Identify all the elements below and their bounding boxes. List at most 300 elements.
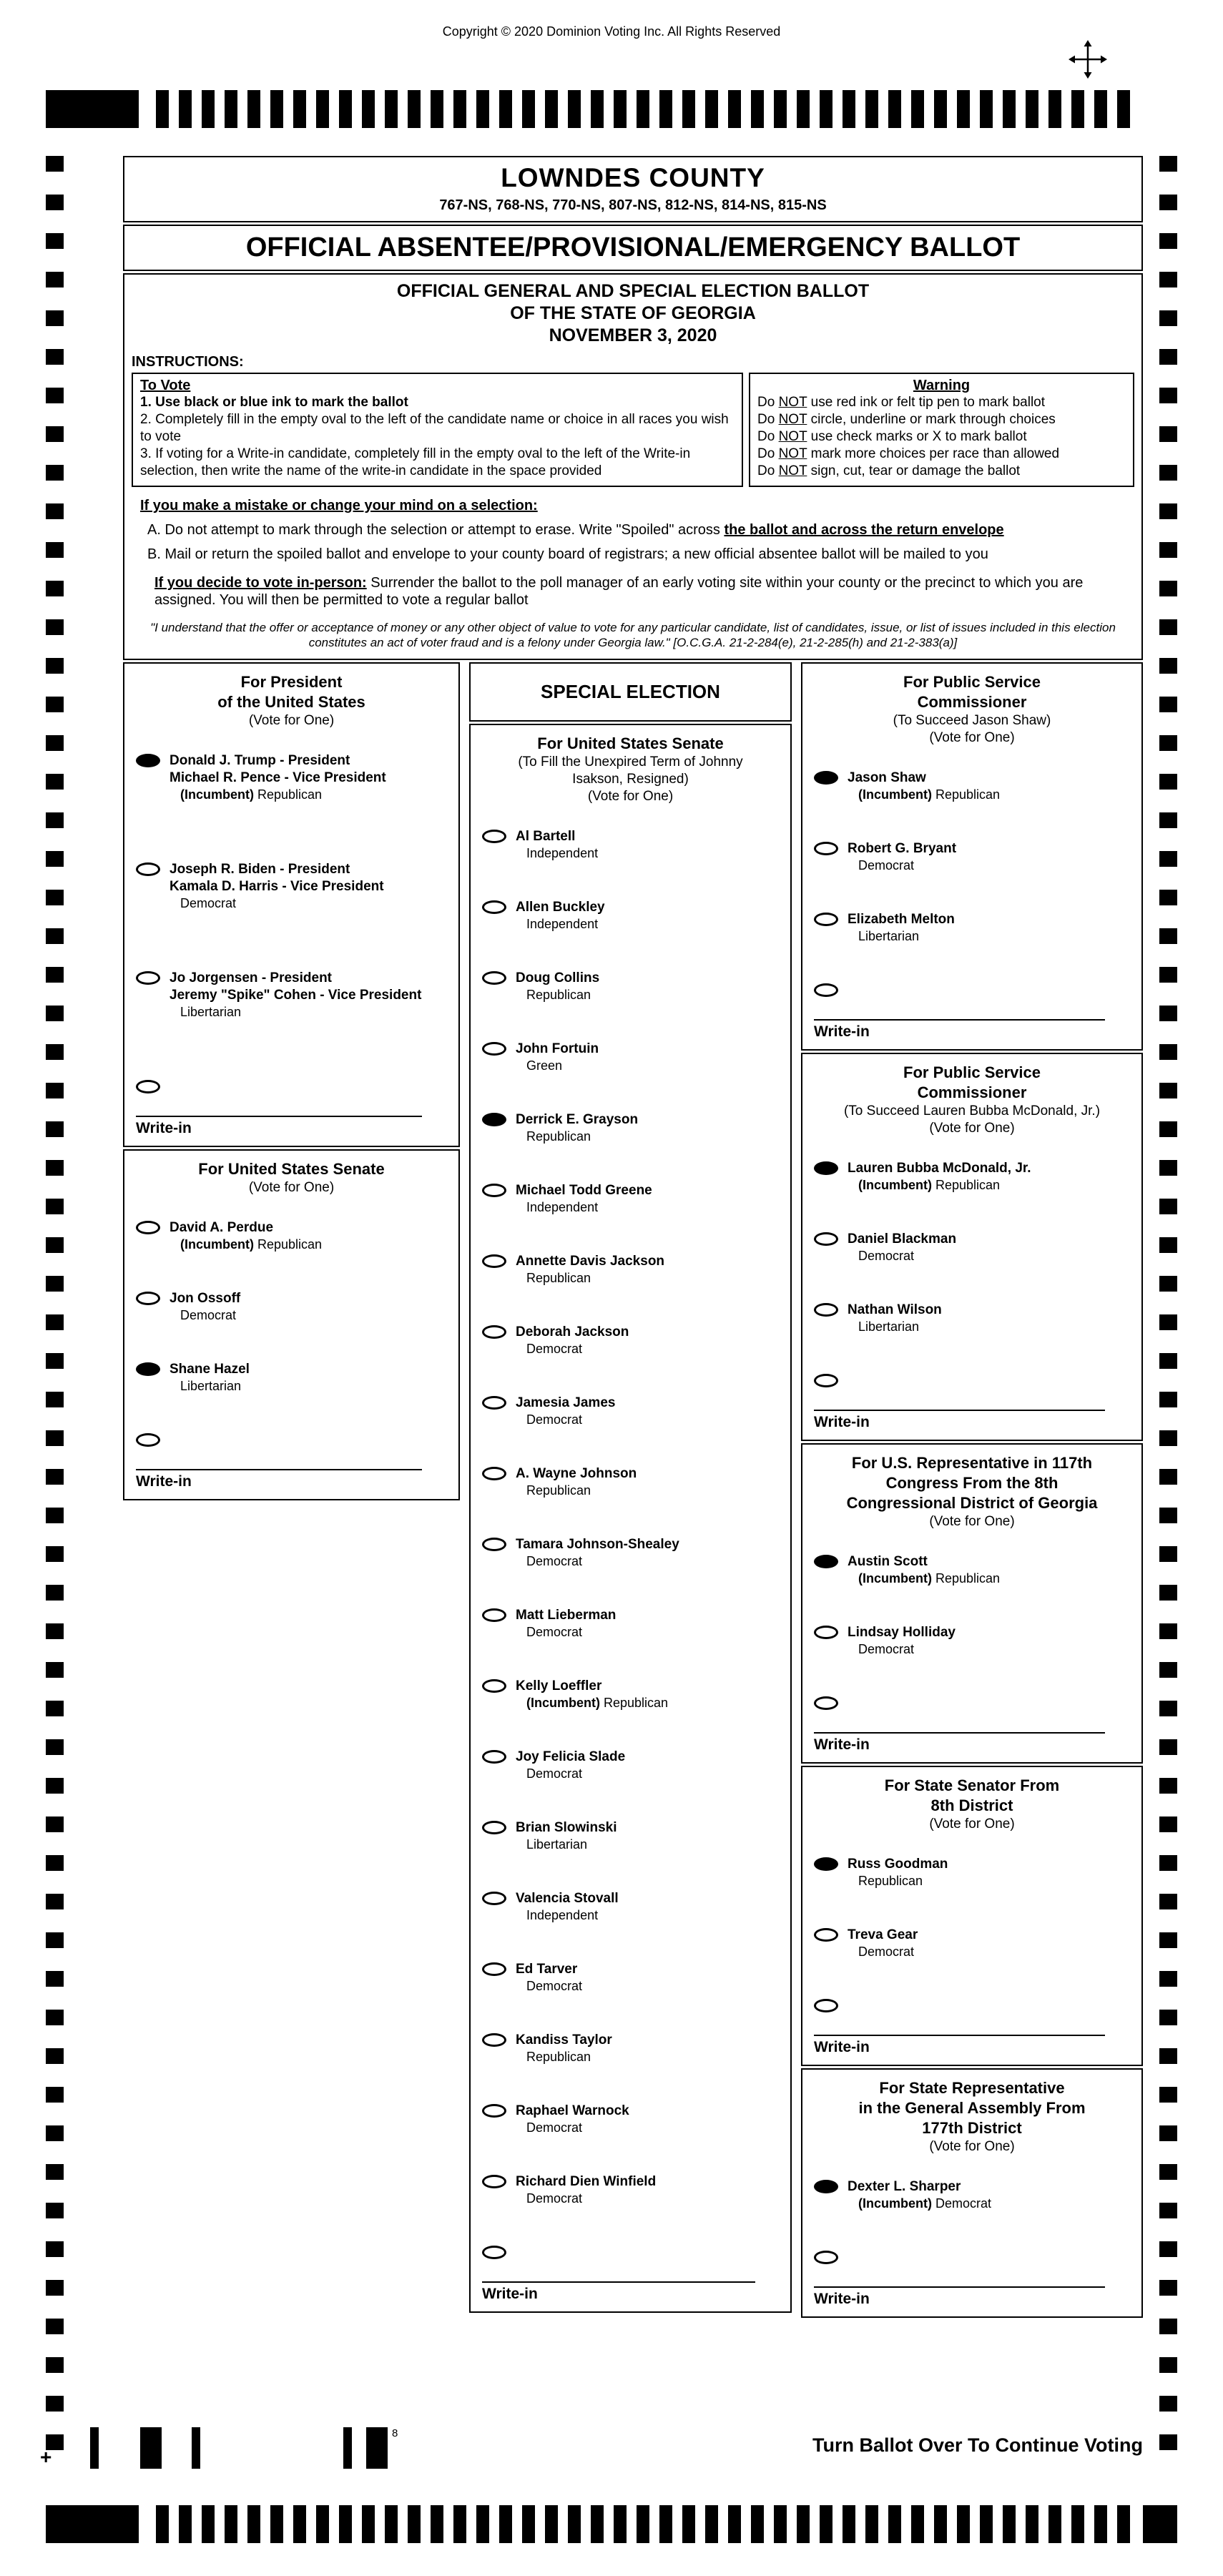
candidate-row <box>471 2085 790 2156</box>
timing-mark <box>46 195 64 210</box>
ballot-oval[interactable] <box>814 1928 838 1942</box>
timing-mark <box>46 851 64 867</box>
candidate-info <box>516 1749 783 1782</box>
timing-mark <box>339 2505 352 2543</box>
ballot-oval[interactable] <box>814 1303 838 1317</box>
timing-mark <box>980 90 993 128</box>
candidate-row <box>471 1094 790 1165</box>
timing-mark <box>408 2505 421 2543</box>
candidate-name: Raphael Warnock <box>516 2103 629 2118</box>
write-in-area <box>814 2286 1130 2308</box>
timing-mark <box>247 90 260 128</box>
candidate-name: Russ Goodman <box>848 1857 948 1872</box>
timing-mark <box>1159 1083 1177 1098</box>
timing-mark <box>1159 1006 1177 1021</box>
timing-mark <box>1159 1971 1177 1987</box>
candidate-row <box>471 2015 790 2085</box>
candidate-party: Democrat <box>858 858 915 872</box>
timing-mark <box>728 90 741 128</box>
timing-mark <box>865 2505 878 2543</box>
candidate-party: Libertarian <box>526 1837 588 1852</box>
timing-mark <box>46 1739 64 1755</box>
ballot-oval[interactable] <box>482 1679 506 1693</box>
timing-mark <box>1159 2319 1177 2334</box>
candidate-party: (Incumbent) Republican <box>180 1237 323 1252</box>
timing-mark <box>46 310 64 326</box>
candidate-name: Joseph R. Biden - President <box>170 862 350 877</box>
write-in-oval-row <box>802 965 1141 1012</box>
candidate-info <box>848 1160 1134 1194</box>
contest-subtitle: (Vote for One) <box>929 1121 1015 1136</box>
timing-mark <box>1159 2203 1177 2218</box>
timing-marks-bottom <box>156 2505 1130 2543</box>
candidate-row <box>471 2156 790 2227</box>
timing-mark <box>1159 2396 1177 2412</box>
candidate-party: Democrat <box>526 1766 583 1781</box>
registration-crosshair-icon <box>1069 40 1107 79</box>
candidate-info <box>170 1219 451 1253</box>
ballot-oval[interactable] <box>814 1626 838 1639</box>
timing-mark <box>46 2280 64 2296</box>
timing-mark <box>1159 1778 1177 1794</box>
candidate-row <box>802 1284 1141 1355</box>
form-mark: 8 <box>392 2427 398 2439</box>
contest-title: 8th District <box>930 1796 1013 1814</box>
timing-mark <box>46 1971 64 1987</box>
timing-mark <box>865 90 878 128</box>
timing-mark <box>591 2505 604 2543</box>
ballot-oval[interactable] <box>482 1396 506 1410</box>
to-vote-item: 1. Use black or blue ink to mark the ballot <box>140 395 408 410</box>
candidate-party: (Incumbent) Republican <box>180 787 323 802</box>
timing-mark <box>46 1276 64 1292</box>
candidate-party: Democrat <box>180 896 237 910</box>
timing-mark <box>1159 1314 1177 1330</box>
timing-mark <box>46 1817 64 1832</box>
timing-mark <box>1159 697 1177 712</box>
candidate-row <box>802 2161 1141 2232</box>
timing-mark <box>453 2505 466 2543</box>
contest-header <box>471 725 790 811</box>
write-in-oval-row <box>124 1061 458 1108</box>
ballot-oval-filled[interactable] <box>814 771 838 785</box>
timing-mark <box>46 928 64 944</box>
candidate-party: Democrat <box>526 1554 583 1568</box>
timing-mark <box>46 465 64 481</box>
timing-mark <box>659 90 672 128</box>
timing-marks-right <box>1159 156 1177 2450</box>
candidate-name: Robert G. Bryant <box>848 841 957 856</box>
write-in-area <box>814 1019 1130 1041</box>
contest-title: Commissioner <box>917 693 1027 711</box>
candidate-info <box>170 1290 451 1324</box>
timing-mark <box>46 388 64 403</box>
candidate-party: Democrat <box>858 1249 915 1263</box>
ballot-oval[interactable] <box>482 1538 506 1551</box>
voter-fraud-notice: "I understand that the offer or acceptance of money or any other object of value to vote for any particular candidate, list of candidates, issue, or list of issues included in this election constitutes an act of voter fraud and is a felony under Georgia law." [O.C.G.A. 21-2-284(e), 21-2-285(h) and 21-2-383(a)] <box>150 621 1116 649</box>
candidate-info <box>848 840 1134 874</box>
timing-mark <box>156 2505 169 2543</box>
contest-subtitle: (Vote for One) <box>587 789 674 804</box>
timing-mark <box>1003 90 1016 128</box>
timing-mark <box>46 735 64 751</box>
timing-mark <box>1159 2434 1177 2450</box>
candidate-row <box>471 1802 790 1873</box>
ballot-oval-filled[interactable] <box>136 754 160 767</box>
candidate-info <box>516 1253 783 1287</box>
timing-mark <box>46 1121 64 1137</box>
ballot-oval[interactable] <box>482 1821 506 1834</box>
ballot-oval[interactable] <box>482 1892 506 1905</box>
candidate-row <box>471 1873 790 1944</box>
timing-mark <box>202 2505 215 2543</box>
write-in-label: Write-in <box>482 2286 538 2302</box>
ballot-oval[interactable] <box>814 913 838 926</box>
candidate-row <box>802 752 1141 823</box>
candidate-party: Libertarian <box>180 1379 242 1393</box>
timing-mark <box>911 90 924 128</box>
timing-mark <box>202 90 215 128</box>
timing-mark <box>1159 1353 1177 1369</box>
candidate-party: Republican <box>526 1483 591 1498</box>
candidate-row <box>802 1839 1141 1909</box>
timing-mark <box>46 1662 64 1678</box>
timing-mark <box>957 90 970 128</box>
ballot-column-2 <box>469 662 792 2315</box>
candidate-row <box>471 1377 790 1448</box>
timing-mark <box>888 90 901 128</box>
timing-mark <box>362 2505 375 2543</box>
candidate-row <box>471 1519 790 1590</box>
timing-mark <box>1117 90 1130 128</box>
contest-header <box>802 1445 1141 1536</box>
timing-mark <box>46 658 64 674</box>
contest-box <box>801 1053 1143 1441</box>
candidate-row <box>802 1607 1141 1678</box>
timing-mark <box>46 890 64 905</box>
timing-mark <box>1159 1585 1177 1601</box>
ballot-oval-filled[interactable] <box>136 1362 160 1376</box>
registration-plus-mark: + <box>40 2446 52 2468</box>
contest-subtitle: (Vote for One) <box>248 713 335 728</box>
ballot-oval[interactable] <box>482 830 506 843</box>
ballot-oval-filled[interactable] <box>814 1161 838 1175</box>
candidate-name: Treva Gear <box>848 1927 918 1942</box>
timing-mark <box>46 1199 64 1214</box>
timing-mark <box>46 156 64 172</box>
timing-mark <box>46 1353 64 1369</box>
to-vote-box <box>132 373 743 487</box>
timing-mark <box>179 2505 192 2543</box>
ballot-oval[interactable] <box>136 1221 160 1234</box>
timing-mark <box>46 1701 64 1716</box>
timing-mark <box>1159 542 1177 558</box>
timing-mark <box>1159 619 1177 635</box>
candidate-info <box>516 2103 783 2136</box>
timing-mark <box>911 2505 924 2543</box>
contest-subtitle: (To Fill the Unexpired Term of Johnny <box>518 754 743 770</box>
warning-item: Do NOT sign, cut, tear or damage the ballot <box>757 463 1021 478</box>
ballot-oval[interactable] <box>482 2033 506 2047</box>
timing-mark <box>431 90 443 128</box>
timing-mark <box>1159 1855 1177 1871</box>
candidate-info <box>848 1927 1134 1960</box>
candidate-name: Kelly Loeffler <box>516 1678 602 1693</box>
timing-mark <box>453 90 466 128</box>
candidate-party: Democrat <box>526 1979 583 1993</box>
write-in-oval-row <box>802 1678 1141 1725</box>
write-in-oval[interactable] <box>814 1696 838 1710</box>
timing-mark <box>545 90 558 128</box>
candidate-name: Richard Dien Winfield <box>516 2174 657 2189</box>
candidate-name: Nathan Wilson <box>848 1302 942 1317</box>
contest-title: Congress From the 8th <box>885 1474 1059 1492</box>
mistake-heading: If you make a mistake or change your mind on a selection: <box>140 498 538 513</box>
candidate-row <box>471 811 790 882</box>
ballot-oval-filled[interactable] <box>814 1857 838 1871</box>
candidate-info <box>170 970 451 1021</box>
timing-marks-left <box>46 156 64 2450</box>
timing-mark <box>46 426 64 442</box>
to-vote-items <box>140 394 735 480</box>
barcode-mark <box>140 2427 162 2469</box>
ballot-oval[interactable] <box>482 1184 506 1197</box>
ballot-oval[interactable] <box>482 1254 506 1268</box>
write-in-oval-row <box>802 1980 1141 2027</box>
ballot-oval[interactable] <box>814 842 838 855</box>
timing-mark <box>568 90 581 128</box>
timing-mark <box>1094 2505 1107 2543</box>
timing-mark <box>1159 2164 1177 2180</box>
contest-subtitle: (To Succeed Jason Shaw) <box>893 713 1051 728</box>
write-in-oval[interactable] <box>814 1999 838 2012</box>
write-in-area <box>136 1469 447 1490</box>
write-in-oval[interactable] <box>814 1374 838 1387</box>
ballot-oval[interactable] <box>482 1750 506 1764</box>
candidate-info <box>516 2032 783 2065</box>
contest-columns <box>123 662 1143 2320</box>
candidate-party: Independent <box>526 1200 599 1214</box>
timing-mark <box>1159 2241 1177 2257</box>
ballot-oval[interactable] <box>482 2104 506 2118</box>
candidate-row <box>802 894 1141 965</box>
candidate-party: Libertarian <box>180 1005 242 1019</box>
candidate-name: Doug Collins <box>516 970 600 985</box>
timing-mark <box>1159 967 1177 983</box>
timing-mark <box>1159 812 1177 828</box>
timing-mark <box>1159 233 1177 249</box>
candidate-row <box>124 735 458 844</box>
candidate-info <box>848 1231 1134 1264</box>
candidate-row <box>471 953 790 1023</box>
candidate-party: Republican <box>858 1874 923 1888</box>
candidate-row <box>471 1661 790 1731</box>
candidate-name: Michael R. Pence - Vice President <box>170 770 386 785</box>
ballot-oval[interactable] <box>482 971 506 985</box>
contest-header <box>802 1054 1141 1143</box>
candidate-name: Daniel Blackman <box>848 1232 957 1247</box>
timing-mark <box>46 1932 64 1948</box>
timing-mark <box>637 2505 649 2543</box>
contest-box <box>123 662 460 1147</box>
copyright-text: Copyright © 2020 Dominion Voting Inc. All Rights Reserved <box>442 24 781 39</box>
candidate-party: Independent <box>526 917 599 931</box>
ballot-oval[interactable] <box>482 1042 506 1056</box>
timing-mark <box>1159 195 1177 210</box>
ballot-oval[interactable] <box>814 1232 838 1246</box>
county-header-box <box>123 156 1143 222</box>
candidate-name: Al Bartell <box>516 829 576 844</box>
timing-mark <box>476 2505 489 2543</box>
write-in-oval[interactable] <box>482 2246 506 2259</box>
timing-mark <box>46 581 64 596</box>
warning-item: Do NOT circle, underline or mark through choices <box>757 412 1056 427</box>
candidate-row <box>124 953 458 1061</box>
candidate-party: Libertarian <box>858 929 920 943</box>
timing-mark <box>1159 349 1177 365</box>
candidate-row <box>802 1143 1141 1214</box>
contest-header <box>802 1767 1141 1839</box>
candidate-name: Tamara Johnson-Shealey <box>516 1537 679 1552</box>
timing-mark <box>934 90 947 128</box>
candidate-info <box>516 1395 783 1428</box>
candidate-party: Democrat <box>858 1642 915 1656</box>
timing-mark <box>1159 1894 1177 1909</box>
timing-mark <box>1159 1932 1177 1948</box>
timing-mark <box>1159 465 1177 481</box>
candidate-party: Democrat <box>526 1342 583 1356</box>
candidate-party: Republican <box>526 1271 591 1285</box>
contest-title: For U.S. Representative in 117th <box>851 1454 1093 1472</box>
write-in-oval[interactable] <box>814 983 838 997</box>
barcode-mark <box>192 2427 200 2469</box>
candidate-party: Republican <box>526 1129 591 1144</box>
timing-marks-top <box>156 90 1130 128</box>
candidate-info <box>848 770 1134 803</box>
contest-title: 177th District <box>922 2119 1022 2137</box>
ballot-oval[interactable] <box>482 1962 506 1976</box>
write-in-area <box>482 2281 779 2303</box>
candidate-party: Republican <box>526 2050 591 2064</box>
timing-mark <box>934 2505 947 2543</box>
write-in-oval[interactable] <box>136 1433 160 1447</box>
candidate-name: Deborah Jackson <box>516 1324 629 1339</box>
write-in-oval[interactable] <box>814 2251 838 2264</box>
candidate-name: Dexter L. Sharper <box>848 2179 961 2194</box>
candidate-row <box>471 1236 790 1307</box>
timing-mark <box>46 1894 64 1909</box>
ballot-column-1 <box>123 662 460 1503</box>
timing-mark <box>46 1585 64 1601</box>
candidate-info <box>516 1324 783 1357</box>
timing-mark <box>46 2357 64 2373</box>
candidate-name: A. Wayne Johnson <box>516 1466 637 1481</box>
timing-mark <box>1159 1276 1177 1292</box>
timing-mark <box>46 2125 64 2141</box>
timing-mark <box>408 90 421 128</box>
contest-subtitle: (To Succeed Lauren Bubba McDonald, Jr.) <box>843 1103 1101 1119</box>
write-in-oval[interactable] <box>136 1080 160 1093</box>
timing-mark <box>797 90 810 128</box>
timing-mark <box>46 1778 64 1794</box>
candidate-info <box>848 911 1134 945</box>
timing-mark <box>247 2505 260 2543</box>
write-in-label: Write-in <box>814 1414 870 1430</box>
ballot-column-3 <box>801 662 1143 2320</box>
contest-title: in the General Assembly From <box>858 2099 1086 2117</box>
candidate-party: Democrat <box>180 1308 237 1322</box>
candidate-name: Brian Slowinski <box>516 1820 617 1835</box>
ballot-oval[interactable] <box>136 862 160 876</box>
timing-mark <box>46 967 64 983</box>
candidate-info <box>848 1856 1134 1889</box>
contest-subtitle: Isakson, Resigned) <box>572 772 689 787</box>
ballot-oval-filled[interactable] <box>814 2180 838 2193</box>
candidate-row <box>802 1536 1141 1607</box>
timing-mark <box>46 1623 64 1639</box>
ballot-oval[interactable] <box>482 1467 506 1480</box>
timing-mark <box>1159 1739 1177 1755</box>
election-title-line-2: OF THE STATE OF GEORGIA <box>510 303 756 323</box>
contest-title: For Public Service <box>903 673 1041 691</box>
contest-subtitle: (Vote for One) <box>929 2139 1015 2154</box>
contest-header <box>802 664 1141 752</box>
timing-mark <box>46 349 64 365</box>
timing-mark <box>46 272 64 287</box>
ballot-oval[interactable] <box>136 1292 160 1305</box>
contest-subtitle: (Vote for One) <box>929 1817 1015 1832</box>
timing-mark <box>46 2241 64 2257</box>
candidate-name: Kandiss Taylor <box>516 2032 612 2047</box>
timing-mark <box>1159 890 1177 905</box>
ballot-oval[interactable] <box>136 971 160 985</box>
candidate-row <box>802 1909 1141 1980</box>
write-in-label: Write-in <box>136 1120 192 1136</box>
contest-box <box>801 1766 1143 2066</box>
candidate-party: Republican <box>526 988 591 1002</box>
barcode-mark <box>343 2427 352 2469</box>
candidate-party: (Incumbent) Republican <box>858 1571 1001 1586</box>
contest-title: For President <box>240 673 343 691</box>
candidate-info <box>848 1553 1134 1587</box>
timing-mark <box>46 1044 64 1060</box>
candidate-name: John Fortuin <box>516 1041 599 1056</box>
timing-mark <box>1159 2125 1177 2141</box>
timing-mark <box>659 2505 672 2543</box>
to-vote-item: 3. If voting for a Write-in candidate, completely fill in the empty oval to the left of the Write-in selection, then write the name of the write-in candidate in the space provided <box>140 446 691 478</box>
ballot-oval-filled[interactable] <box>482 1113 506 1126</box>
timing-mark <box>843 2505 855 2543</box>
candidate-info <box>516 1465 783 1499</box>
timing-mark <box>1159 310 1177 326</box>
timing-mark <box>46 1430 64 1446</box>
timing-mark <box>1159 156 1177 172</box>
ballot-content <box>123 156 1143 2320</box>
county-name: LOWNDES COUNTY <box>501 163 765 192</box>
candidate-name: Derrick E. Grayson <box>516 1112 639 1127</box>
timing-mark <box>1159 503 1177 519</box>
ballot-oval[interactable] <box>482 1608 506 1622</box>
timing-mark <box>1159 1662 1177 1678</box>
timing-mark <box>1159 1623 1177 1639</box>
ballot-oval[interactable] <box>482 900 506 914</box>
ballot-oval-filled[interactable] <box>814 1555 838 1568</box>
ballot-type-title: OFFICIAL ABSENTEE/PROVISIONAL/EMERGENCY BALLOT <box>245 232 1021 262</box>
timing-mark <box>1159 1392 1177 1407</box>
candidate-row <box>471 1023 790 1094</box>
ballot-oval[interactable] <box>482 2175 506 2188</box>
ballot-oval[interactable] <box>482 1325 506 1339</box>
